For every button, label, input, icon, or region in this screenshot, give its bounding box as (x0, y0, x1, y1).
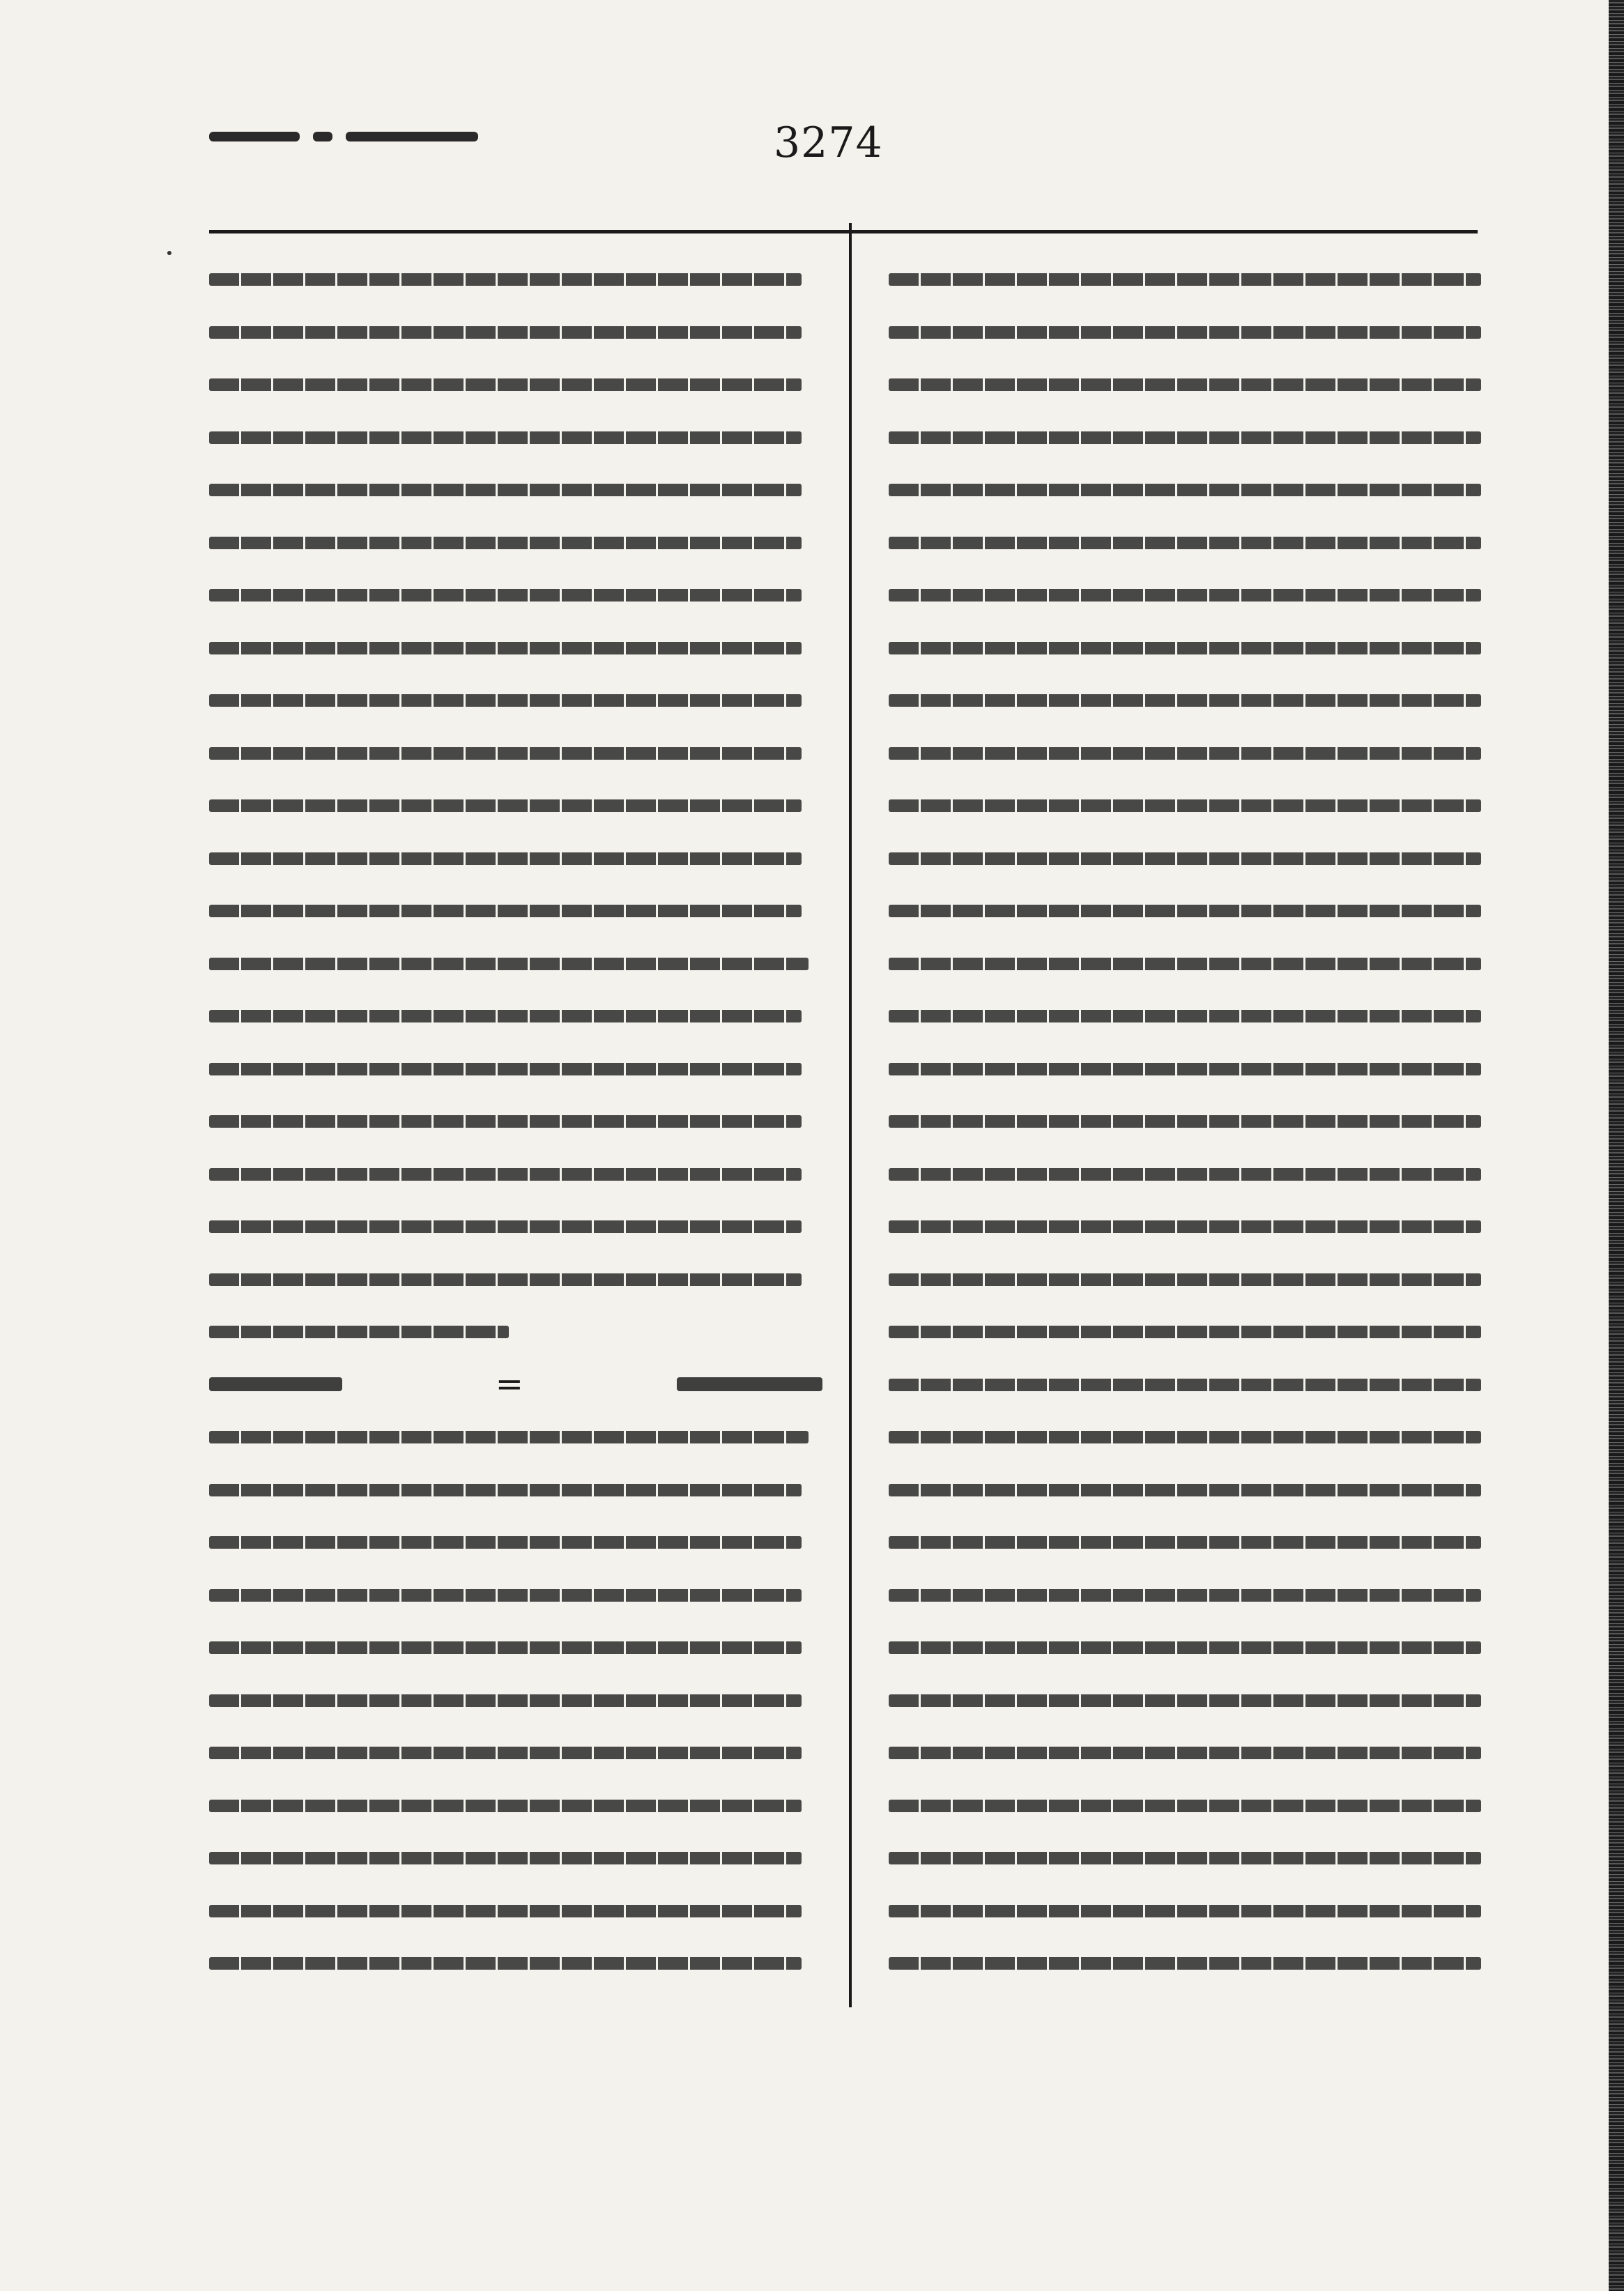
cross-reference-marker: = (495, 1364, 524, 1404)
line-text-ink (889, 326, 1481, 339)
cross-reference-source-term (209, 1377, 342, 1391)
line-text-ink (889, 273, 1481, 286)
line-text-ink (889, 1115, 1481, 1128)
header-rule (209, 230, 1478, 233)
right-column-line (889, 1784, 1488, 1826)
line-text-ink (889, 589, 1481, 602)
line-text-ink (209, 1694, 802, 1707)
line-text-ink (209, 1484, 802, 1496)
line-text-ink (209, 589, 802, 602)
page-edge-shadow (1609, 0, 1624, 2291)
page-number: 3274 (774, 118, 883, 167)
line-text-ink (209, 1641, 802, 1654)
line-text-ink (889, 642, 1481, 654)
line-text-ink (209, 1168, 802, 1181)
left-column-line (209, 1679, 822, 1721)
right-column-line (889, 679, 1488, 721)
left-column (209, 258, 822, 2014)
ink-speck (167, 251, 171, 255)
left-column-line (209, 416, 822, 458)
line-text-ink (889, 378, 1481, 391)
right-column-line (889, 1048, 1488, 1089)
right-column-line (889, 416, 1488, 458)
left-column-line (209, 574, 822, 615)
line-text-ink (889, 1852, 1481, 1864)
right-column-line (889, 1416, 1488, 1457)
line-text-ink (889, 1957, 1481, 1970)
line-text-ink (209, 1431, 809, 1443)
line-text-ink (889, 747, 1481, 760)
line-text-ink (209, 1747, 802, 1759)
right-column-line (889, 889, 1488, 931)
left-column-line (209, 732, 822, 774)
line-text-ink (209, 537, 802, 549)
left-column-line (209, 784, 822, 826)
left-column-line (209, 363, 822, 405)
right-column-line (889, 363, 1488, 405)
line-text-ink (209, 1905, 802, 1917)
right-column-line (889, 468, 1488, 510)
left-column-line (209, 1100, 822, 1142)
line-text-ink (889, 958, 1481, 970)
line-text-ink (889, 1641, 1481, 1654)
line-text-ink (889, 1010, 1481, 1022)
left-column-line (209, 1837, 822, 1878)
left-column-line (209, 1784, 822, 1826)
right-column-line (889, 1100, 1488, 1142)
line-text-ink (209, 1115, 802, 1128)
left-column-line (209, 942, 822, 984)
left-column-line (209, 1416, 822, 1457)
left-column-line (209, 1942, 822, 1984)
right-column-line (889, 837, 1488, 879)
line-text-ink (889, 1536, 1481, 1549)
left-column-line (209, 1626, 822, 1668)
left-column-line (209, 1153, 822, 1195)
line-text-ink (889, 1589, 1481, 1602)
left-column-line (209, 1258, 822, 1300)
running-head (209, 129, 502, 171)
left-column-line (209, 1048, 822, 1089)
right-column (889, 258, 1488, 2014)
right-column-line (889, 942, 1488, 984)
right-column-line (889, 1469, 1488, 1510)
line-text-ink (209, 799, 802, 812)
line-text-ink (209, 326, 802, 339)
right-column-line (889, 1942, 1488, 1984)
line-text-ink (209, 1800, 802, 1812)
column-divider (849, 223, 852, 2007)
left-column-line (209, 995, 822, 1036)
right-column-line (889, 1731, 1488, 1773)
line-text-ink (889, 852, 1481, 865)
right-column-line (889, 311, 1488, 353)
line-text-ink (889, 1484, 1481, 1496)
line-text-ink (209, 694, 802, 707)
right-column-line (889, 1258, 1488, 1300)
right-column-line (889, 1890, 1488, 1931)
line-text-ink (209, 1063, 802, 1075)
line-text-ink (889, 1326, 1481, 1338)
line-text-ink (889, 484, 1481, 496)
line-text-ink (209, 1220, 802, 1233)
line-text-ink (209, 431, 802, 444)
right-column-line (889, 1837, 1488, 1878)
right-column-line (889, 1521, 1488, 1563)
line-text-ink (209, 484, 802, 496)
line-text-ink (889, 1379, 1481, 1391)
line-text-ink (209, 378, 802, 391)
right-column-line (889, 784, 1488, 826)
left-column-line (209, 258, 822, 300)
left-column-line (209, 521, 822, 563)
right-column-line (889, 1153, 1488, 1195)
left-column-line (209, 627, 822, 668)
line-text-ink (209, 1852, 802, 1864)
line-text-ink (209, 747, 802, 760)
right-column-line (889, 995, 1488, 1036)
line-text-ink (889, 537, 1481, 549)
running-head-dash (313, 132, 332, 141)
line-text-ink (209, 852, 802, 865)
line-text-ink (889, 1905, 1481, 1917)
right-column-line (889, 574, 1488, 615)
right-column-line (889, 1363, 1488, 1405)
left-column-line (209, 1469, 822, 1510)
running-head-term-end (346, 132, 478, 141)
left-column-line (209, 889, 822, 931)
right-column-line (889, 1574, 1488, 1616)
line-text-ink (209, 1010, 802, 1022)
line-text-ink (889, 1431, 1481, 1443)
line-text-ink (209, 1273, 802, 1286)
left-column-line (209, 1310, 822, 1352)
line-text-ink (889, 694, 1481, 707)
left-column-line (209, 837, 822, 879)
cross-reference-line (209, 1363, 822, 1405)
line-text-ink (889, 1800, 1481, 1812)
right-column-line (889, 1626, 1488, 1668)
line-text-ink (209, 273, 802, 286)
line-text-ink (889, 1273, 1481, 1286)
line-text-ink (209, 1536, 802, 1549)
line-text-ink (889, 1220, 1481, 1233)
right-column-line (889, 1310, 1488, 1352)
left-column-line (209, 1890, 822, 1931)
line-text-ink (889, 1063, 1481, 1075)
right-column-line (889, 521, 1488, 563)
left-column-line (209, 679, 822, 721)
right-column-line (889, 1679, 1488, 1721)
left-column-line (209, 1205, 822, 1247)
right-column-line (889, 627, 1488, 668)
line-text-ink (889, 431, 1481, 444)
right-column-line (889, 732, 1488, 774)
left-column-line (209, 1731, 822, 1773)
line-text-ink (889, 1747, 1481, 1759)
line-text-ink (209, 905, 802, 917)
left-column-line (209, 468, 822, 510)
line-text-ink (889, 799, 1481, 812)
line-text-ink (889, 1694, 1481, 1707)
line-text-ink (209, 642, 802, 654)
running-head-term-start (209, 132, 300, 141)
line-text-ink (889, 1168, 1481, 1181)
line-text-ink (889, 905, 1481, 917)
right-column-line (889, 258, 1488, 300)
line-text-ink (209, 958, 809, 970)
left-column-line (209, 1521, 822, 1563)
left-column-line (209, 1574, 822, 1616)
right-column-line (889, 1205, 1488, 1247)
line-text-ink (209, 1589, 802, 1602)
cross-reference-target-term (677, 1377, 822, 1391)
line-text-ink (209, 1957, 802, 1970)
left-column-line (209, 311, 822, 353)
line-text-ink (209, 1326, 509, 1338)
